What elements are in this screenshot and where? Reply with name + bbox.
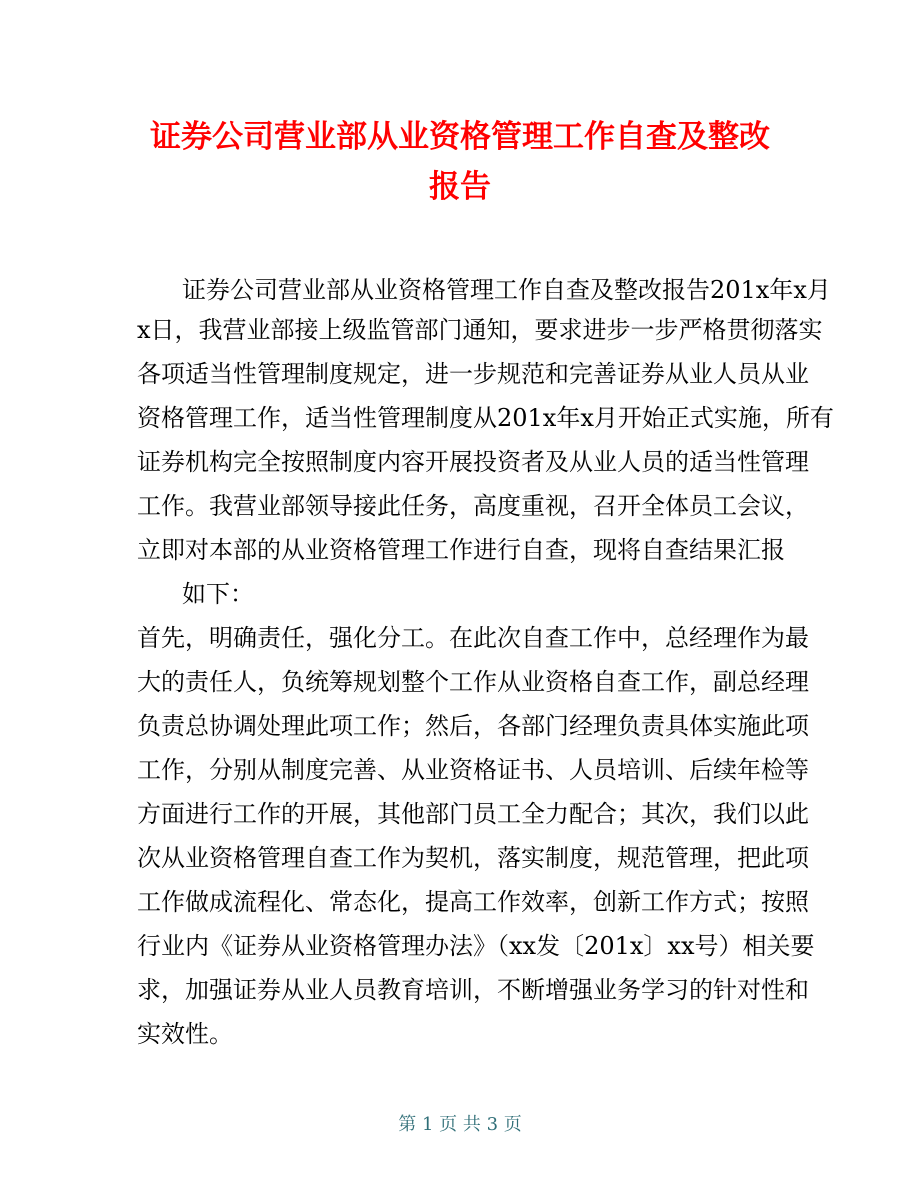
paragraph-1-line-4: 资格管理工作，适当性管理制度从201x年x月开始正式实施，所有 [137,404,834,432]
paragraph-1-line-3: 各项适当性管理制度规定，进一步规范和完善证券从业人员从业 [137,360,809,388]
paragraph-1-line-6: 工作。我营业部领导接此任务，高度重视，召开全体员工会议， [137,492,809,520]
paragraph-1-line-5: 证券机构完全按照制度内容开展投资者及从业人员的适当性管理 [137,448,809,476]
paragraph-2-line-5: 方面进行工作的开展，其他部门员工全力配合；其次，我们以此 [137,800,809,828]
paragraph-2-line-8: 行业内《证券从业资格管理办法》（xx发〔201x〕xx号）相关要 [137,932,815,960]
paragraph-2-line-2: 大的责任人，负统筹规划整个工作从业资格自查工作，副总经理 [137,668,809,696]
page-number-indicator: 第 1 页 共 3 页 [398,1114,522,1135]
paragraph-1-line-8: 如下： [182,580,254,608]
paragraph-2-line-1: 首先，明确责任，强化分工。在此次自查工作中，总经理作为最 [137,624,809,652]
paragraph-1-line-2: x日，我营业部接上级监管部门通知，要求进步一步严格贯彻落实 [137,316,823,344]
paragraph-2-line-4: 工作，分别从制度完善、从业资格证书、人员培训、后续年检等 [137,756,809,784]
title-line-2: 报告 [429,169,491,205]
paragraph-2-line-3: 负责总协调处理此项工作；然后，各部门经理负责具体实施此项 [137,712,809,740]
page-footer [0,1113,920,1137]
paragraph-2-line-9: 求，加强证券从业人员教育培训，不断增强业务学习的针对性和 [137,976,809,1004]
paragraph-1-line-1: 证券公司营业部从业资格管理工作自查及整改报告201x年x月 [182,276,831,304]
paragraph-1-line-7: 立即对本部的从业资格管理工作进行自查，现将自查结果汇报 [137,536,785,564]
title-line-1: 证券公司营业部从业资格管理工作自查及整改 [150,119,770,155]
paragraph-2-line-10: 实效性。 [137,1020,233,1048]
paragraph-2-line-7: 工作做成流程化、常态化，提高工作效率，创新工作方式；按照 [137,888,809,916]
paragraph-2-line-6: 次从业资格管理自查工作为契机，落实制度，规范管理，把此项 [137,844,809,872]
